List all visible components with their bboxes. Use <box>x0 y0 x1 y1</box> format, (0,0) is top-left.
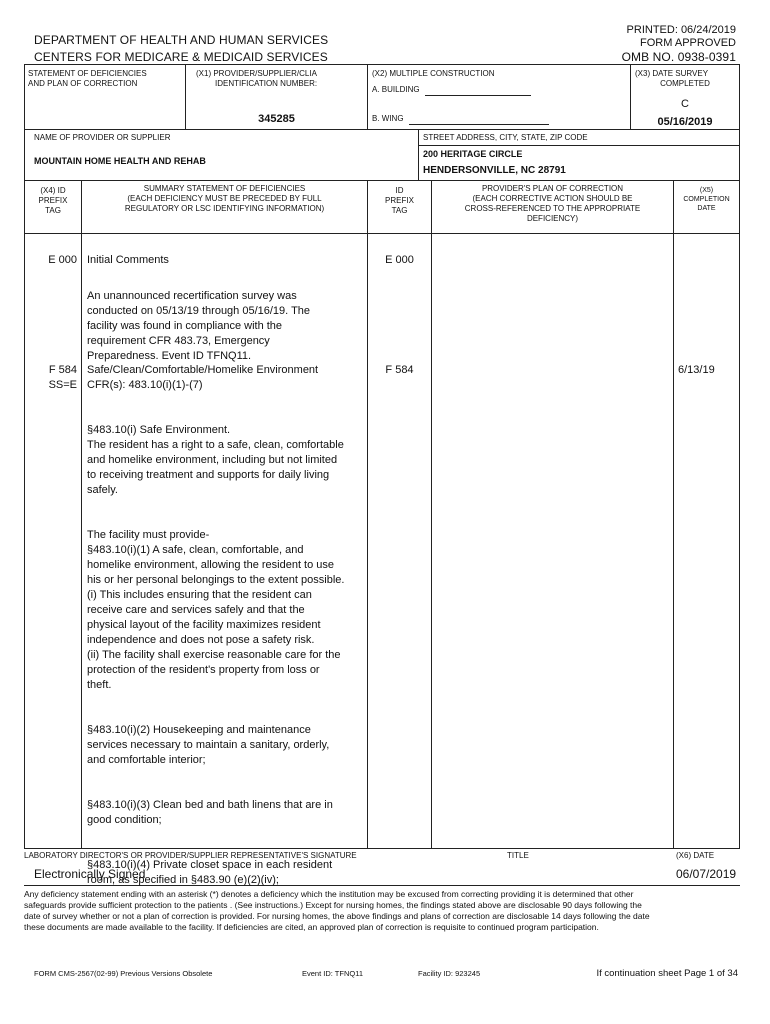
x3-label-1: (X3) DATE SURVEY <box>635 69 709 78</box>
disclaimer: Any deficiency statement ending with an asterisk (*) denotes a deficiency which the institution may be excused from correcting providing it is determined that other safeguards provide sufficient protection to the patients . (See instructions.) Except for nursing homes, the findings stated above are disclosable 90 days following the date of survey whether or not a plan of correction is provided. For nursing homes, the above findings and plans of correction are disclosable 14 days following the date these documents are made available to the facility. If deficiencies are cited, an approved plan of correction is requisite to continued program participation. <box>24 889 650 932</box>
building-blank <box>425 85 531 96</box>
address-label: STREET ADDRESS, CITY, STATE, ZIP CODE <box>423 133 588 142</box>
rule-summary-col <box>367 180 368 848</box>
f584-id: F 584 <box>385 364 414 376</box>
provider-name-label: NAME OF PROVIDER OR SUPPLIER <box>34 133 171 142</box>
e000-tag: E 000 <box>48 254 77 266</box>
x1-label-1: (X1) PROVIDER/SUPPLIER/CLIA <box>196 69 317 78</box>
f584-paragraph: §483.10(i) Safe Environment. The resident has a right to a safe, clean, comfortable and homelike environment, including but not limited to receiving treatment and supports for daily living safely. <box>87 424 344 496</box>
f584-paragraph: §483.10(i)(2) Housekeeping and maintenance services necessary to maintain a sanitary, orderly, and comfortable interior; <box>87 724 330 766</box>
rule-id-col <box>431 180 432 848</box>
x3-label-2: COMPLETED <box>660 79 710 88</box>
rule-address-left <box>418 129 419 180</box>
building-field <box>372 85 531 96</box>
form-id: FORM CMS-2567(02-99) Previous Versions Obsolete <box>34 969 213 978</box>
x5-header: (X5) COMPLETION DATE <box>683 187 730 212</box>
signature-value: Electronically Signed <box>34 867 146 881</box>
e000-id: E 000 <box>385 254 414 266</box>
rule-columns-top <box>24 180 740 181</box>
x6-date-label: (X6) DATE <box>676 851 715 860</box>
rule-tag-col <box>81 180 82 848</box>
f584-paragraph: §483.10(i)(4) Private closet space in each resident room, as specified in §483.90 (e)(2)(iv); <box>87 859 333 886</box>
street-address: 200 HERITAGE CIRCLE <box>423 149 523 159</box>
statement-label-1: STATEMENT OF DEFICIENCIES <box>28 69 147 78</box>
printed-date: PRINTED: 06/24/2019 <box>626 24 736 36</box>
x4-header: (X4) ID PREFIX TAG <box>38 186 68 215</box>
rule-right <box>739 64 740 848</box>
rule-left <box>24 64 25 848</box>
x2-label: (X2) MULTIPLE CONSTRUCTION <box>372 69 495 78</box>
x1-label-2: IDENTIFICATION NUMBER: <box>215 79 318 88</box>
f584-paragraph: §483.10(i)(3) Clean bed and bath linens that are in good condition; <box>87 799 333 826</box>
wing-blank <box>409 114 549 125</box>
department-title: DEPARTMENT OF HEALTH AND HUMAN SERVICES <box>34 33 329 47</box>
f584-completion-date: 6/13/19 <box>678 364 715 376</box>
survey-date: 05/16/2019 <box>657 116 713 128</box>
f584-tag: F 584 <box>48 364 77 376</box>
f584-title-line1: Safe/Clean/Comfortable/Homelike Environment <box>87 364 319 376</box>
provider-name: MOUNTAIN HOME HEALTH AND REHAB <box>34 156 206 166</box>
rule-x2-left <box>367 64 368 129</box>
id-header: ID PREFIX TAG <box>385 186 414 215</box>
omb-number: OMB NO. 0938-0391 <box>621 50 736 64</box>
rule-provider-top <box>24 129 740 130</box>
rule-address-split <box>418 145 739 146</box>
e000-title: Initial Comments <box>87 254 169 266</box>
signature-date: 06/07/2019 <box>676 867 737 881</box>
f584-scope-severity: SS=E <box>48 379 77 391</box>
plan-header: PROVIDER'S PLAN OF CORRECTION (EACH CORRECTIVE ACTION SHOULD BE CROSS-REFERENCED TO THE APPROPRIATE DEFICIENCY) <box>464 184 641 223</box>
rule-columns-bottom <box>24 233 740 234</box>
f584-body <box>87 408 345 918</box>
page-indicator: If continuation sheet Page 1 of 34 <box>596 968 738 979</box>
centers-title: CENTERS FOR MEDICARE & MEDICAID SERVICES <box>34 50 328 64</box>
f584-title-line2: CFR(s): 483.10(i)(1)-(7) <box>87 379 203 391</box>
survey-code: C <box>681 98 689 110</box>
title-label: TITLE <box>507 851 529 860</box>
city-state-zip: HENDERSONVILLE, NC 28791 <box>423 165 566 176</box>
provider-id: 345285 <box>258 113 295 125</box>
rule-top <box>24 64 740 65</box>
building-label: A. BUILDING <box>372 85 420 94</box>
form-approved: FORM APPROVED <box>640 37 736 49</box>
e000-comment: An unannounced recertification survey was conducted on 05/13/19 through 05/16/19. The facility was found in compliance with the requirement CFR 483.73, Emergency Preparedness. Event ID TFNQ11. <box>87 290 311 362</box>
signature-label: LABORATORY DIRECTOR'S OR PROVIDER/SUPPLIER REPRESENTATIVE'S SIGNATURE <box>24 851 357 860</box>
summary-header: SUMMARY STATEMENT OF DEFICIENCIES (EACH DEFICIENCY MUST BE PRECEDED BY FULL REGULATORY OR LSC IDENTIFYING INFORMATION) <box>124 184 325 213</box>
rule-plan-col <box>673 180 674 848</box>
event-id: Event ID: TFNQ11 <box>302 969 363 978</box>
wing-label: B. WING <box>372 114 404 123</box>
f584-paragraph: The facility must provide- §483.10(i)(1) A safe, clean, comfortable, and homelike environment, allowing the resident to use his or her personal belongings to the extent possible. (i) This includes ensuring that the resident can receive care and services safely and that the physical layout of the facility maximizes resident independence and does not pose a safety risk. (ii) The facility shall exercise reasonable care for the protection of the resident's property from loss or theft. <box>87 529 345 691</box>
wing-field <box>372 114 549 125</box>
statement-label-2: AND PLAN OF CORRECTION <box>28 79 138 88</box>
facility-id: Facility ID: 923245 <box>418 969 481 978</box>
